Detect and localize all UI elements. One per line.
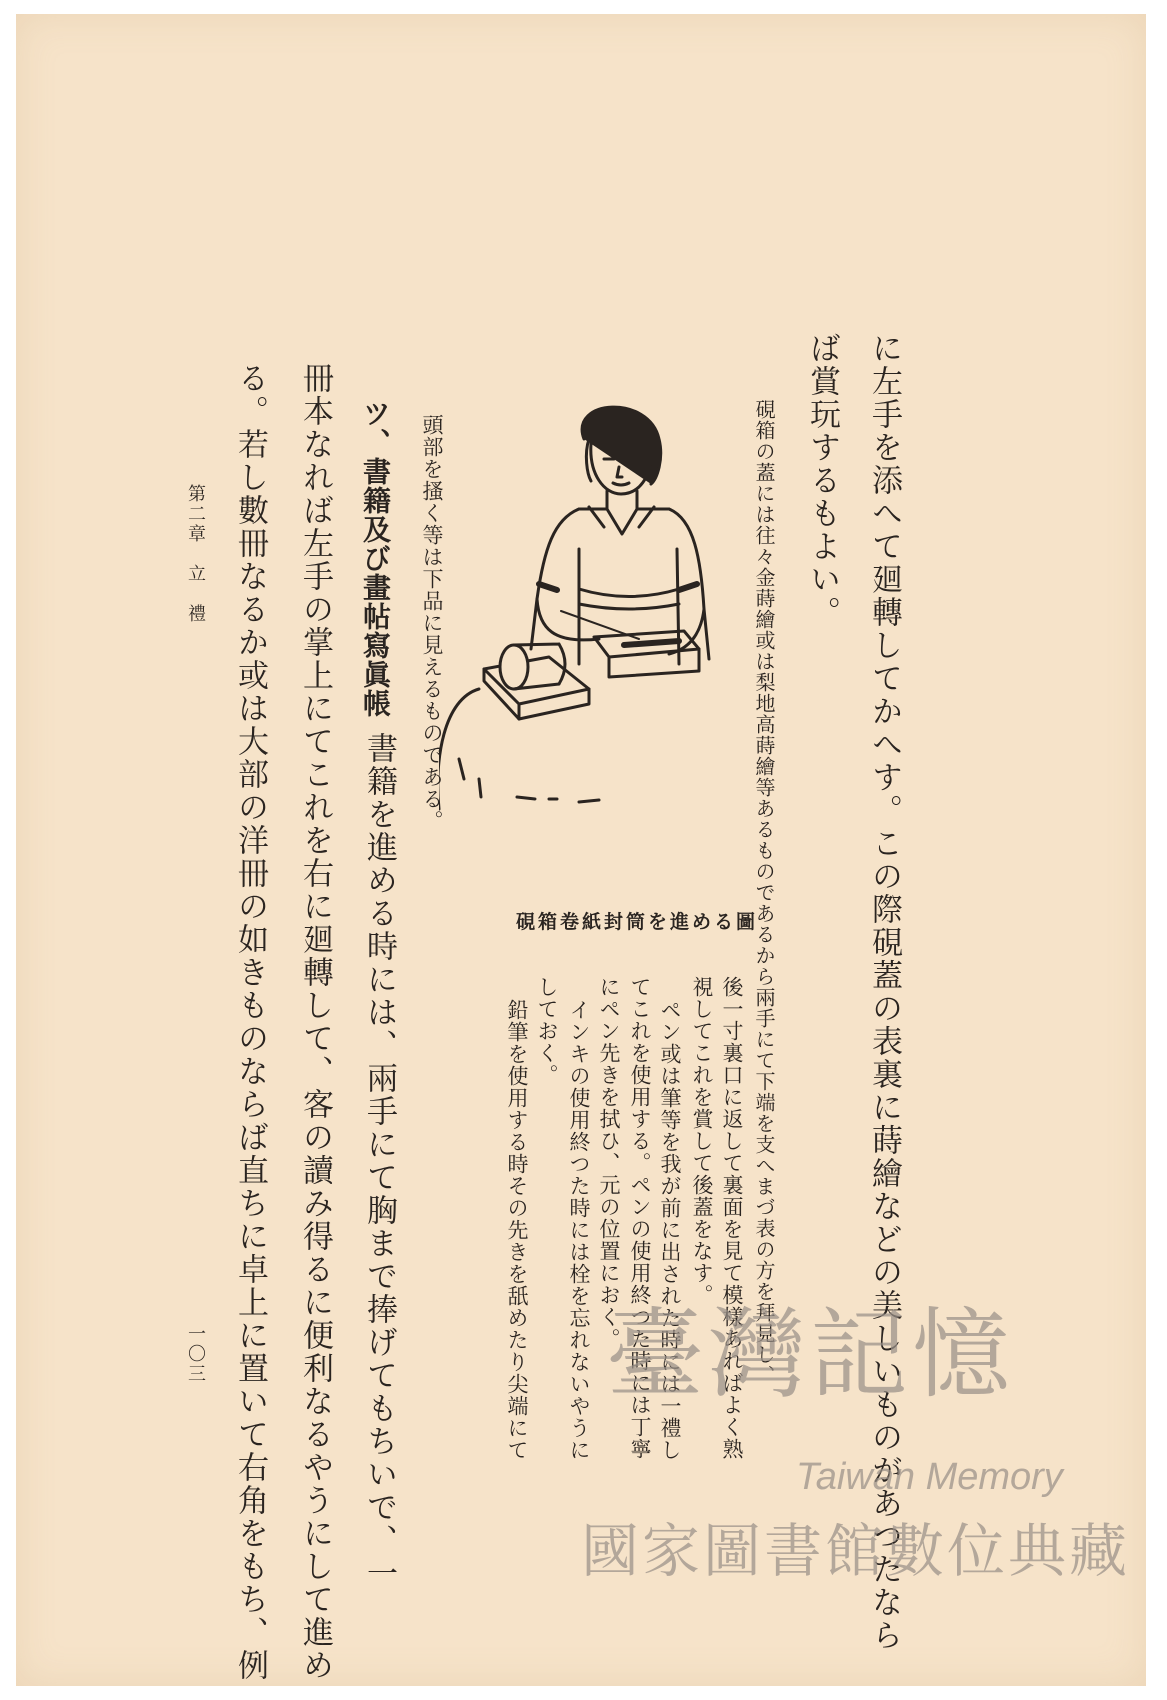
note-line-1: 硯箱の蓋には往々金蒔繪或は梨地高蒔繪等あるものであるから兩手にて下端を支へまづ表の方を拜見し、 [752, 399, 776, 1386]
note-line-2: 後一寸裏口に返して裏面を見て模樣あればよく熟 [720, 976, 744, 1460]
book-page [16, 14, 1146, 1686]
chapter-label: 第二章 立 禮 [185, 484, 206, 624]
section-body-1: 書籍を進める時には、兩手にて胸まで捧げてもちいで、一 [361, 732, 397, 1590]
watermark-library: 國家圖書館數位典藏 [581, 1517, 1131, 1585]
main-text-column-2: ば賞玩するもよい。 [804, 332, 840, 629]
note-line-5: てこれを使用する。ペンの使用終つた時には丁寧 [628, 976, 652, 1460]
watermark-english: Taiwan Memory [796, 1456, 1063, 1498]
note-line-9: 鉛筆を使用する時その先きを舐めたり尖端にて [505, 999, 529, 1461]
note-line-10: 頭部を搔く等は下品に見えるものである。 [420, 414, 444, 832]
page-number: 一〇三 [185, 1324, 206, 1384]
section-body-3: る。若し數冊なるか或は大部の洋冊の如きものならば直ちに卓上に置いて右角をもち、例 [232, 362, 268, 1682]
note-line-4: ペン或は筆等を我が前に出された時には一禮し [658, 999, 682, 1461]
watermark-logo: 臺灣記憶 [606, 1298, 1015, 1412]
illustration-caption: 硯箱卷紙封筒を進める圖 [516, 911, 759, 933]
section-heading: ツ、書籍及び畫帖寫眞帳 [359, 399, 392, 718]
note-line-7: インキの使用終つた時には栓を忘れないやうに [567, 999, 591, 1461]
note-line-8: しておく。 [535, 976, 559, 1086]
note-line-3: 視してこれを賞して後蓋をなす。 [690, 976, 714, 1306]
woman-presenting-inkstone-box-illustration [439, 399, 739, 829]
note-line-6: にペン先きを拭ひ、元の位置におく。 [597, 976, 621, 1350]
illustration [439, 399, 739, 833]
section-body-2: 冊本なれば左手の掌上にてこれを右に廻轉して、客の讀み得るに便利なるやうにして進め [297, 362, 333, 1682]
main-text-column-1: に左手を添へて廻轉してかへす。この際硯蓋の表裏に蒔繪などの美しいものがあつたなら [866, 332, 902, 1652]
